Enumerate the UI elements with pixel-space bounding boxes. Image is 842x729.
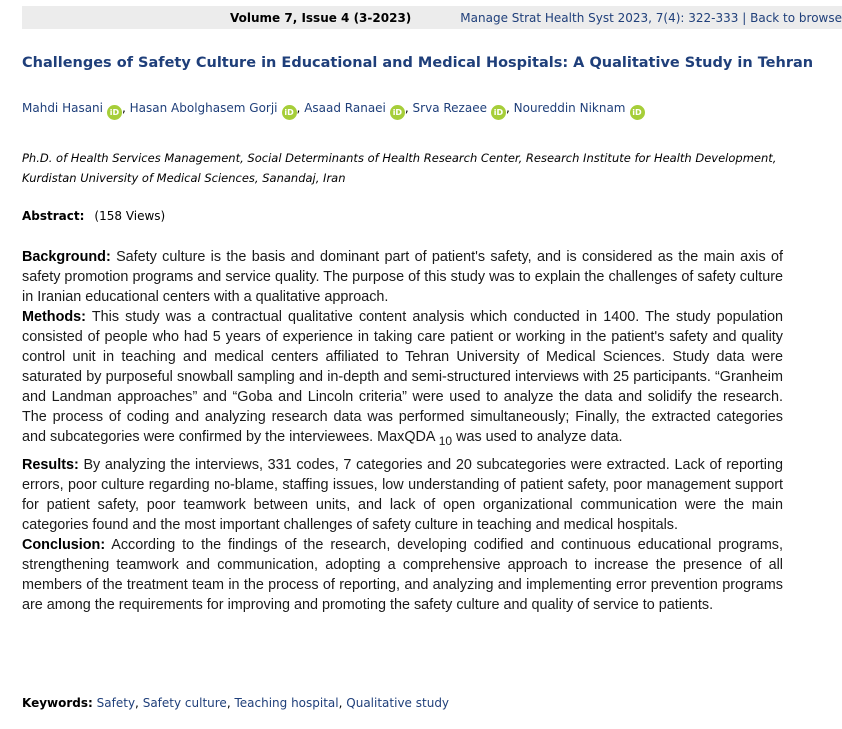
methods-text: This study was a contractual qualitative content analysis which conducted in 1400. The study population consisted of people who had 5 years of experience in taking care patient or working in the patient's safety and quality control unit in teaching and medical centers affiliated to Tehran University of Medical Sciences. Study data were saturated by purposeful snowball sampling and in-depth and semi-structured interviews with 25 participants. “Granheim and Landman approaches” and “Goba and Lincoln criteria” were used to analyze the data and solidify the research. The process of coding and analyzing research data was performed simultaneously; Finally, the extracted categories and subcategories were confirmed by the interviewees. MaxQDA — [22, 309, 783, 445]
keyword-separator: , — [338, 696, 343, 710]
author-separator: , — [296, 101, 301, 115]
conclusion-label: Conclusion: — [22, 536, 106, 553]
author-separator: , — [122, 101, 126, 115]
issue-header-bar — [22, 6, 842, 29]
author-link[interactable]: Noureddin Niknam — [513, 101, 626, 115]
abstract-header — [22, 209, 165, 223]
conclusion-text: According to the findings of the research, developing codified and continuous educational programs, strengthening teamwork and communication, adopting a comprehensive approach to increase the presence of all members of the treatment team in the process of reporting, and analyzing and implementing error prevention programs are among the requirements for improving and promoting the safety culture and quality of service to patients. — [22, 536, 783, 613]
citation-link[interactable]: Manage Strat Health Syst 2023, 7(4): 322-333 — [460, 11, 739, 25]
methods-paragraph — [22, 307, 783, 451]
header-separator: | — [742, 11, 747, 25]
background-label: Background: — [22, 249, 111, 265]
orcid-icon[interactable]: iD — [390, 105, 405, 120]
conclusion-paragraph — [22, 535, 783, 615]
results-text: By analyzing the interviews, 331 codes, 7 categories and 20 subcategories were extracted. Lack of reporting errors, poor culture regarding no-blame, staffing issues, low understanding of patient safety, poor management support for patient safety, poor teamwork between units, and lack of open organizational communication were the main categories found and the most important challenges of safety culture in teaching and medical hospitals. — [22, 456, 783, 533]
methods-tail: was used to analyze data. — [452, 429, 623, 445]
orcid-icon[interactable]: iD — [107, 105, 122, 120]
orcid-icon[interactable]: iD — [282, 105, 297, 120]
keywords-label: Keywords: — [22, 696, 93, 710]
keyword-separator: , — [226, 696, 231, 710]
background-paragraph — [22, 247, 783, 307]
methods-label: Methods: — [22, 309, 86, 325]
methods-subscript: 10 — [438, 433, 453, 448]
orcid-icon[interactable]: iD — [491, 105, 506, 120]
article-title: Challenges of Safety Culture in Educational and Medical Hospitals: A Qualitative Study in Tehran — [22, 55, 814, 71]
author-separator: , — [404, 101, 409, 115]
results-paragraph — [22, 455, 783, 535]
author-affiliation: Ph.D. of Health Services Management, Social Determinants of Health Research Center, Research Institute for Health Development, Kurdistan University of Medical Sciences, Sanandaj, Iran — [22, 151, 777, 185]
view-count: (158 Views) — [94, 209, 166, 223]
author-link[interactable]: Hasan Abolghasem Gorji — [129, 101, 278, 115]
keyword-link[interactable]: Teaching hospital — [234, 696, 339, 710]
keyword-separator: , — [135, 696, 139, 710]
volume-issue: Volume 7, Issue 4 (3-2023) — [230, 11, 412, 25]
abstract-body — [22, 247, 783, 615]
keyword-link[interactable]: Safety culture — [142, 696, 227, 710]
author-link[interactable]: Asaad Ranaei — [304, 101, 386, 115]
keyword-link[interactable]: Qualitative study — [346, 696, 450, 710]
keywords-line — [22, 696, 449, 710]
results-label: Results: — [22, 456, 79, 473]
background-text: Safety culture is the basis and dominant part of patient's safety, and is considered as the main axis of safety promotion programs and service quality. The purpose of this study was to explain the challenges of safety culture in Iranian educational centers with a qualitative approach. — [22, 249, 783, 305]
keyword-link[interactable]: Safety — [96, 696, 136, 710]
abstract-label: Abstract: — [22, 209, 85, 223]
author-link[interactable]: Mahdi Hasani — [22, 101, 103, 115]
author-separator: , — [505, 101, 510, 115]
author-list — [22, 101, 645, 120]
header-links — [460, 11, 842, 25]
back-to-browse-link[interactable]: Back to browse — [750, 11, 842, 25]
author-link[interactable]: Srva Rezaee — [412, 101, 487, 115]
orcid-icon[interactable]: iD — [630, 105, 645, 120]
